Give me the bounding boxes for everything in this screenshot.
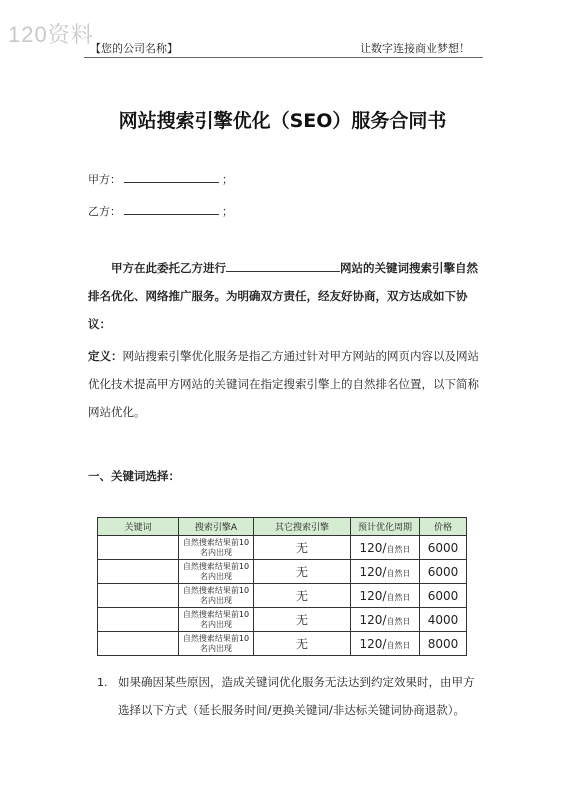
cell-cycle — [351, 536, 420, 560]
header-engine-a: 搜索引擎A — [179, 518, 254, 536]
cycle-unit: 自然日 — [386, 568, 411, 578]
document-title: 网站搜索引擎优化（SEO）服务合同书 — [118, 110, 447, 132]
table-row — [98, 608, 467, 632]
section-1-title: 一、关键词选择： — [88, 469, 180, 483]
header-slogan: 让数字连接商业梦想！ — [360, 42, 470, 55]
cell-keyword — [98, 560, 179, 584]
cycle-number: 120/ — [359, 540, 387, 555]
cell-other-engines: 无 — [254, 584, 351, 608]
definition-text: 网站搜索引擎优化服务是指乙方通过针对甲方网站的网页内容以及网站优化技术提高甲方网站的关键词在指定搜索引擎上的自然排名位置，以下简称网站优化。 — [88, 349, 479, 419]
intro-website-blank — [226, 259, 340, 272]
table-header-row — [98, 518, 467, 536]
cell-other-engines: 无 — [254, 608, 351, 632]
cycle-number: 120/ — [359, 564, 387, 579]
watermark: 120资料 — [8, 22, 94, 47]
party-b-blank — [124, 203, 219, 215]
cell-cycle — [351, 560, 420, 584]
intro-part1: 甲方在此委托乙方进行 — [111, 261, 226, 275]
intro-part2: 网站的关键词搜索引擎自然排名优化、网络推广服务。为明确双方责任，经友好协商，双方达成如下协议： — [88, 261, 478, 331]
cell-other-engines: 无 — [254, 632, 351, 656]
cell-keyword — [98, 632, 179, 656]
cell-other-engines: 无 — [254, 560, 351, 584]
keyword-table — [97, 517, 467, 656]
party-b-suffix: ； — [222, 205, 233, 218]
party-a-blank — [124, 171, 219, 183]
party-b-label: 乙方： — [88, 205, 121, 218]
cell-price: 4000 — [420, 608, 467, 632]
cell-keyword — [98, 584, 179, 608]
cell-engine-a: 自然搜索结果前10名内出现 — [179, 560, 254, 584]
cell-price: 6000 — [420, 536, 467, 560]
party-a-suffix: ； — [222, 173, 233, 186]
party-a-label: 甲方： — [88, 173, 121, 186]
party-b-line — [88, 203, 233, 219]
table-row — [98, 632, 467, 656]
header-keyword: 关键词 — [98, 518, 179, 536]
cell-cycle — [351, 632, 420, 656]
cell-price: 6000 — [420, 584, 467, 608]
cycle-number: 120/ — [359, 636, 387, 651]
header-divider — [84, 57, 483, 58]
table-row — [98, 584, 467, 608]
cell-engine-a: 自然搜索结果前10名内出现 — [179, 536, 254, 560]
cell-keyword — [98, 608, 179, 632]
note-number: 1. — [97, 676, 108, 689]
cell-cycle — [351, 584, 420, 608]
cell-cycle — [351, 608, 420, 632]
definition-label: 定义： — [88, 349, 123, 363]
company-name: 【您的公司名称】 — [90, 42, 178, 55]
cell-price: 8000 — [420, 632, 467, 656]
party-a-line — [88, 171, 233, 187]
cycle-number: 120/ — [359, 588, 387, 603]
table-row — [98, 560, 467, 584]
cell-engine-a: 自然搜索结果前10名内出现 — [179, 584, 254, 608]
definition-paragraph — [88, 342, 484, 426]
cell-engine-a: 自然搜索结果前10名内出现 — [179, 632, 254, 656]
table-row — [98, 536, 467, 560]
intro-paragraph — [88, 254, 484, 338]
cell-other-engines: 无 — [254, 536, 351, 560]
cycle-unit: 自然日 — [386, 592, 411, 602]
header-cycle: 预计优化周期 — [351, 518, 420, 536]
cycle-number: 120/ — [359, 612, 387, 627]
cycle-unit: 自然日 — [386, 544, 411, 554]
cell-engine-a: 自然搜索结果前10名内出现 — [179, 608, 254, 632]
cell-price: 6000 — [420, 560, 467, 584]
cycle-unit: 自然日 — [386, 616, 411, 626]
header-other-engines: 其它搜索引擎 — [254, 518, 351, 536]
note-text: 如果确因某些原因，造成关键词优化服务无法达到约定效果时，由甲方选择以下方式（延长服务时间/更换关键词/非达标关键词协商退款）。 — [118, 675, 475, 717]
cell-keyword — [98, 536, 179, 560]
cycle-unit: 自然日 — [386, 640, 411, 650]
header-price: 价格 — [420, 518, 467, 536]
